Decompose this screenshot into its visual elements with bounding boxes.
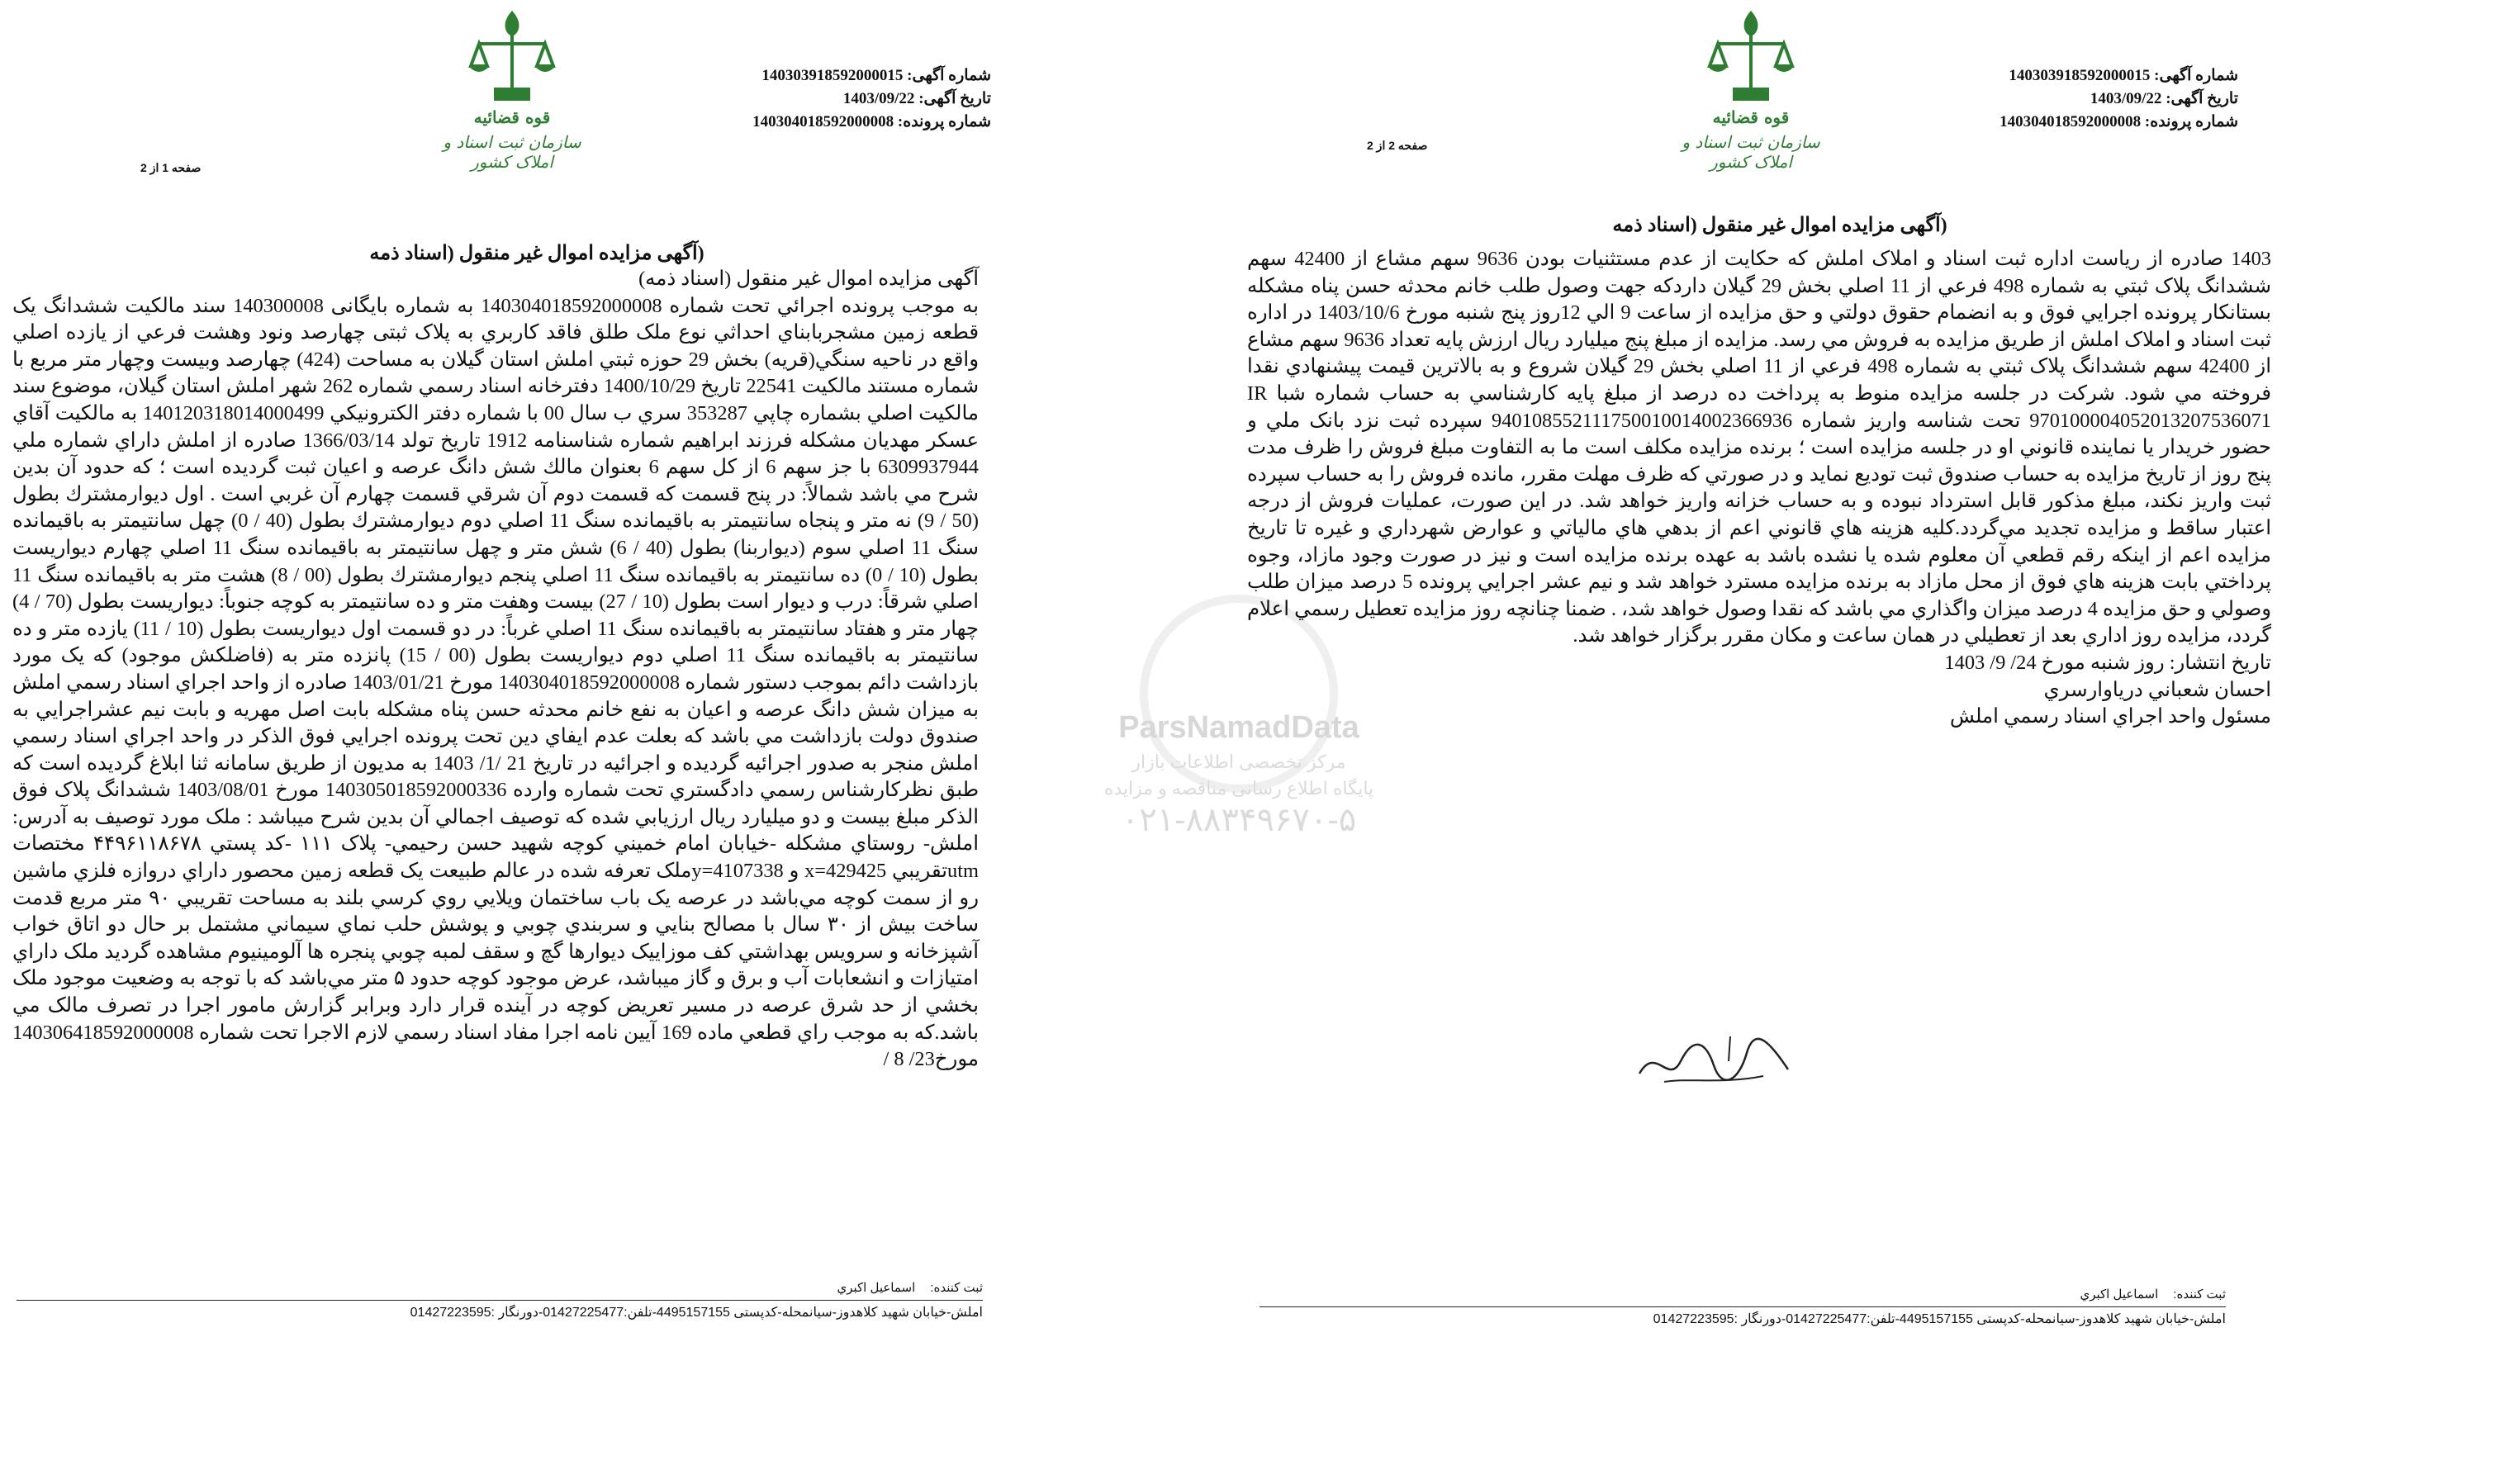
signer-name: احسان شعباني درياوارسري [2043,678,2271,701]
notice-number: 140303918592000015 [2009,67,2151,84]
publish-date: تاريخ انتشار: روز شنبه مورخ 24/ 9/ 1403 [1944,651,2271,674]
notice-date: 1403/09/22 [842,90,915,107]
page-number: صفحه 1 از 2 [140,161,202,174]
notice-body [1247,246,2271,731]
registrar-label: ثبت کننده: [2173,1287,2226,1301]
notice-date-row: تاریخ آگهی: 1403/09/22 [2090,90,2238,107]
case-number-row: شماره پرونده: 140304018592000008 [752,113,991,130]
notice-number: 140303918592000015 [761,67,904,84]
case-number: 140304018592000008 [2000,113,2142,130]
notice-number-row: شماره آگهی: 140303918592000015 [761,67,991,84]
notice-page-1 [12,0,1231,1484]
registrar-label: ثبت کننده: [930,1281,983,1295]
judiciary-emblem [1668,7,1833,197]
page-footer [1259,1287,2226,1327]
watermark-subtitle-2: پایگاه اطلاع رسانی مناقصه و مزایده [1103,778,1374,799]
notice-lead: آگهی مزایده اموال غیر منقول (اسناد ذمه) [638,268,979,290]
judiciary-label: قوه قضائیه [1712,107,1790,127]
scales-emblem-icon [467,7,557,106]
registrar-name: اسماعیل اکبري [837,1281,916,1295]
notice-title: (آگهی مزایده اموال غیر منقول (اسناد ذمه [1612,215,1947,236]
notice-date-row: تاریخ آگهی: 1403/09/22 [842,90,991,107]
organization-label: سازمان ثبت اسناد و املاک کشور [443,132,581,172]
signer-title: مسئول واحد اجراي اسناد رسمي املش [1949,705,2271,728]
notice-body-text: به موجب پرونده اجرائي تحت شماره 140304018592000008 به شماره بایگانی 140300008 سند مالکیت ششدانگ یک قطعه زمین مشجربابناي احداثي نوع ملک طلق فاقد کاربري به پلاک ثبتی چهارصد ونود وهشت فرعي از يازده اصلي واقع در ناحيه سنگي(قريه) بخش 29 حوزه ثبتي املش استان گيلان به مساحت (424) چهارصد وبيست وچهار متر مربع با شماره مستند مالكيت 22541 تاريخ 1400/10/29 دفترخانه اسناد رسمي شماره 262 شهر املش استان گيلان، موضوع سند مالكيت اصلي بشماره چاپي 353287 سري ب سال 00 با شماره دفتر الكترونيكي 140120318014000499 به مالكيت آقاي عسكر مهديان مشكله فرزند ابراهيم شماره شناسنامه 1912 تاريخ تولد 1366/03/14 صادره از املش داراي شماره ملي 6309937944 با جز سهم 6 از كل سهم 6 بعنوان مالك شش دانگ عرصه و اعيان ثبت گرديده است ؛ كه حدود آن بدين شرح مي باشد شمالاً: در پنج قسمت كه قسمت دوم آن شرقي قسمت چهارم آن غربي است . اول ديوارمشترك بطول (50 / 9) نه متر و پنجاه سانتيمتر به باقيمانده سنگ 11 اصلي دوم ديوارمشترك بطول (40 / 0) چهل سانتيمتر به باقيمانده سنگ 11 اصلي سوم (ديواربنا) بطول (40 / 6) شش متر و چهل سانتيمتر به باقيمانده سنگ 11 اصلي چهارم ديواريست بطول (10 / 0) ده سانتيمتر به باقيمانده سنگ 11 اصلي پنجم ديوارمشترك بطول (00 / 8) هشت متر به باقيمانده سنگ 11 اصلي شرقاً: درب و ديوار است بطول (10 / 27) بيست وهفت متر و ده سانتيمتر به كوچه جنوباً: ديواريست بطول (70 / 4) چهار متر و هفتاد سانتيمتر به باقيمانده سنگ 11 اصلي غرباً: در دو قسمت اول ديواريست بطول (10 / 11) يازده متر و ده سانتيمتر به باقيمانده سنگ 11 اصلي دوم ديواريست بطول (00 / 15) پانزده متر به (فاضلكش موجود) كه يک مورد بازداشت دائم بموجب دستور شماره 140304018592000008 مورخ 1403/01/21 صادره از واحد اجراي اسناد رسمي املش به ميزان شش دانگ عرصه و اعيان به نفع خانم محدثه حسن پناه مشكله بابت اصل مهريه و بابت نيم عشراجرايي به صندوق دولت بازداشت مي باشد كه بعلت عدم ايفاي دين تحت پرونده اجرايي فوق الذكر در واحد اجراي اسناد رسمي املش منجر به صدور اجرائيه گرديده و اجرائيه در تاريخ 21 /1/ 1403 به مديون از طريق سامانه ثنا ابلاغ گرديده است كه طبق نظركارشناس رسمي دادگستري تحت شماره وارده 140305018592000336 مورخ 1403/08/01 ششدانگ پلاک فوق الذكر مبلغ بيست و دو ميليارد ريال ارزيابي شده كه توصيف اجمالي آن بدين شرح ميباشد : ملک مورد توصيف به آدرس: املش- روستاي مشكله -خيابان امام خميني كوچه شهيد حسن رحيمي- پلاک ۱۱۱ -كد پستي ۴۴۹۶۱۱۸۶۷۸ مختصات utmتقريبي 429425=x و 4107338=yملک تعرفه شده در عالم طبيعت يک قطعه زمين محصور داراي دروازه فلزي ماشين رو از سمت كوچه مي‌باشد در عرصه يک باب ساختمان ويلايي روي كرسي بلند به مساحت تقريبي ۹۰ متر مربع قدمت ساخت بيش از ۳۰ سال با مصالح بنايي و سربندي چوبي و پوشش حلب نماي سيماني مشتمل بر حال دو اتاق خواب آشپزخانه و سرويس بهداشتي كف موزاييک ديوارها گچ و سقف لمبه چوبي پنجره ها آلومينيوم مشاهده گرديد ملک داراي امتيازات و انشعابات آب و برق و گاز ميباشد، عرض موجود كوچه حدود ۵ متر مي‌باشد كه با توجه به وضعيت موجود ملک بخشي از حد شرق عرصه در مسير تعريض كوچه در آينده قرار دارد وبرابر گزارش مامور اجرا در تصرف مالک مي باشد.كه به موجب راي قطعي ماده 169 آيين نامه اجرا مفاد اسناد رسمي لازم الاجرا تحت شماره 140306418592000008 مورخ23/ 8 / [12,294,980,1071]
judiciary-emblem [429,7,595,197]
notice-title: (آگهی مزایده اموال غیر منقول (اسناد ذمه [369,243,704,264]
footer-address: املش-خیابان شهید کلاهدوز-سیانمحله-کدپستی 4495157155-تلفن:01427225477-دورنگار :01427223595 [410,1306,983,1320]
notice-page-2 [1247,0,2474,1484]
footer-divider [17,1300,983,1301]
judiciary-label: قوه قضائیه [473,107,551,127]
page-footer [17,1280,983,1320]
footer-address: املش-خیابان شهید کلاهدوز-سیانمحله-کدپستی 4495157155-تلفن:01427225477-دورنگار :01427223595 [1653,1312,2226,1326]
organization-label: سازمان ثبت اسناد و املاک کشور [1682,132,1820,172]
scales-emblem-icon [1705,7,1796,106]
notice-meta [1891,64,2238,134]
notice-date: 1403/09/22 [2090,90,2162,107]
notice-body-text: 1403 صادره از رياست اداره ثبت اسناد و املاک املش كه حكايت از عدم مستثنيات بودن 9636 سهم مشاع از 42400 سهم ششدانگ پلاک ثبتي به شماره 498 فرعي از 11 اصلي بخش 29 گيلان داردكه جهت وصول طلب خانم محدثه حسن پناه مشكله بستانكار پرونده اجرايي فوق و به انضمام حقوق دولتي و حق مزايده از ساعت 9 الي 12روز پنج شنبه مورخ 1403/10/6 در اداره ثبت اسناد و املاک املش از طريق مزايده به فروش مي رسد. مزايده از مبلغ پنج ميليارد ريال ارزش پايه تعداد 9636 سهم مشاع از 42400 سهم ششدانگ پلاک ثبتي به شماره 498 فرعي از 11 اصلي بخش 29 گيلان شروع و به بالاترين قيمت پيشنهادي نقدا فروخته مي شود. شركت در جلسه مزايده منوط به پرداخت ده درصد از مبلغ پايه كارشناسي به حساب شماره شبا IR 970100004052013207536071 تحت شناسه واريز شماره 940108552111750010014002366936 سپرده ثبت نزد بانک ملي و حضور خريدار يا نماينده قانوني او در جلسه مزايده است ؛ برنده مزايده مكلف است ما به التفاوت مبلغ فروش را ظرف مدت پنج روز از تاريخ مزايده به حساب صندوق ثبت توديع نمايد و در صورتي كه ظرف مهلت مقرر، مانده فروش را به حساب سپرده ثبت واريز نكند، مبلغ مذكور قابل استرداد نبوده و به حساب خزانه واريز خواهد شد. در اين صورت، عمليات فروش از درجه اعتبار ساقط و مزايده تجديد مي‌گردد.كليه هزينه هاي قانوني اعم از بدهي هاي مالياتي و عوارض شهرداري و غيره تا تاريخ مزايده اعم از اينكه رقم قطعي آن معلوم شده يا نشده باشد به عهده برنده مزايده است و نيز در صورت وجود مازاد، وجوه پرداختي بابت هزينه هاي فوق از محل مازاد به برنده مزايده مسترد خواهد شد و نيم عشر اجرايي پرونده 5 درصد ميزان طلب وصولي و حق مزايده 4 درصد ميزان واگذاري مي باشد كه نقدا وصول خواهد شد، . ضمنا چنانچه روز مزايده تعطيل رسمي اعلام گردد، مزايده روز اداري بعد از تعطيلي در همان ساعت و مكان مقرر برگزار خواهد شد. [1247,248,2271,647]
case-number: 140304018592000008 [752,113,894,130]
page-number: صفحه 2 از 2 [1367,139,1428,152]
notice-body [12,266,979,1074]
watermark-phone: ۰۲۱-۸۸۳۴۹۶۷۰-۵ [1121,802,1357,838]
notice-meta [661,64,991,134]
case-number-row: شماره پرونده: 140304018592000008 [2000,113,2238,130]
footer-divider [1259,1306,2226,1307]
watermark-subtitle: مرکز تخصصی اطلاعات بازار [1131,751,1346,772]
watermark-brand: ParsNamadData [1118,710,1359,745]
notice-number-row: شماره آگهی: 140303918592000015 [2009,67,2238,84]
registrar-name: اسماعیل اکبري [2080,1287,2159,1301]
handwritten-signature [1631,1028,1796,1098]
